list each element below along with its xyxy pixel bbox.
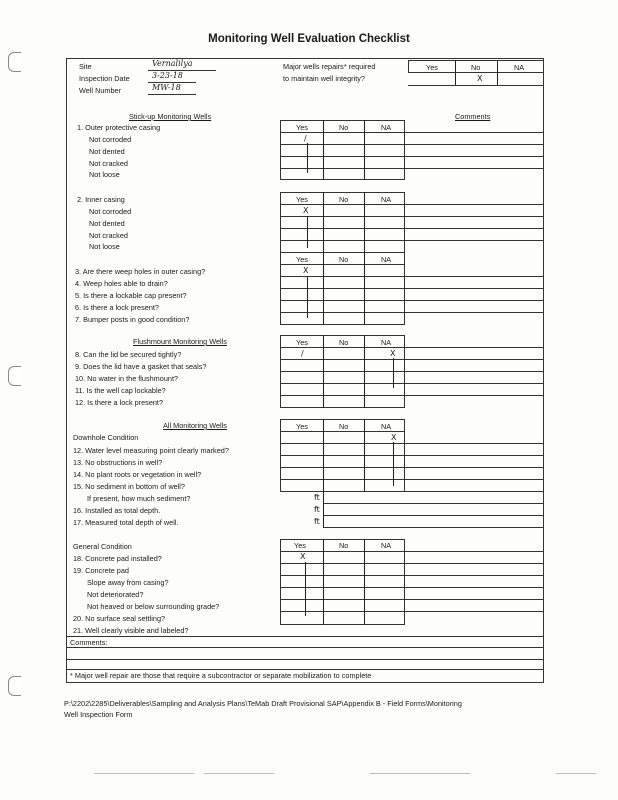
q19a: Slope away from casing? (87, 578, 169, 587)
check-arrow (305, 562, 306, 616)
q12-flush: 12. Is there a lock present? (75, 398, 164, 407)
q1b: Not dented (89, 147, 125, 156)
q21: 21. Well clearly visible and labeled? (73, 626, 189, 635)
punch-hole (8, 366, 21, 386)
check-arrow (307, 216, 308, 248)
col-na-header: NA (381, 255, 392, 264)
punch-hole (8, 676, 21, 696)
file-path-line1: P:\2202\2285\Deliverables\Sampling and Analysis Plans\TeMab Draft Provisional SAP\Appendix B - Field Forms\Monitoring (64, 699, 462, 708)
inspection-date-label: Inspection Date (79, 74, 130, 83)
col-no-header: No (339, 422, 349, 431)
q4: 4. Weep holes able to drain? (75, 279, 168, 288)
q20: 20. No surface seal settling? (73, 614, 166, 623)
check-arrow (393, 358, 394, 388)
q19c: Not heaved or below surrounding grade? (87, 602, 220, 611)
col-yes-header: Yes (296, 123, 308, 132)
q1a: Not corroded (89, 135, 132, 144)
comments-heading: Comments (455, 112, 491, 121)
unit-ft: ft (314, 517, 320, 526)
repair-question-line1: Major wells repairs* required (283, 62, 376, 71)
col-no-header: No (339, 338, 349, 347)
unit-ft: ft (314, 505, 320, 514)
check-arrow (307, 276, 308, 318)
footnote: * Major well repair are those that require a subcontractor or separate mobilization to complete (70, 671, 372, 680)
q12-all: 12. Water level measuring point clearly marked? (73, 446, 229, 455)
col-yes-header: Yes (296, 255, 308, 264)
q5: 5. Is there a lockable cap present? (75, 291, 187, 300)
q16: 16. Installed as total depth. (73, 506, 161, 515)
q19: 19. Concrete pad (73, 566, 129, 575)
repair-no-mark: X (477, 74, 483, 83)
q1d: Not loose (89, 170, 120, 179)
check-mark: X (300, 552, 306, 561)
downhole-heading: Downhole Condition (73, 433, 139, 442)
repair-question-line2: to maintain well integrity? (283, 74, 365, 83)
q11: 11. Is the well cap lockable? (75, 386, 166, 395)
repair-yes-header: Yes (426, 63, 438, 72)
unit-ft: ft (314, 493, 320, 502)
page-title: Monitoring Well Evaluation Checklist (208, 33, 410, 45)
col-na-header: NA (381, 338, 392, 347)
col-na-header: NA (381, 195, 392, 204)
scan-artifact (94, 773, 194, 774)
col-no-header: No (339, 195, 349, 204)
q1c: Not cracked (89, 159, 128, 168)
stickup-heading: Stick-up Monitoring Wells (129, 112, 212, 121)
col-no-header: No (339, 255, 349, 264)
col-na-header: NA (381, 123, 392, 132)
q13: 13. No obstructions in well? (73, 458, 163, 467)
q2a: Not corroded (89, 207, 132, 216)
col-no-header: No (339, 123, 349, 132)
file-path-line2: Well Inspection Form (64, 710, 133, 719)
q19b: Not deteriorated? (87, 590, 144, 599)
punch-hole (8, 52, 21, 72)
q9: 9. Does the lid have a gasket that seals? (75, 362, 207, 371)
q2-inner-casing: 2. Inner casing (77, 195, 125, 204)
col-yes-header: Yes (294, 541, 306, 550)
col-na-header: NA (381, 541, 392, 550)
scan-artifact (556, 773, 596, 774)
q3: 3. Are there weep holes in outer casing? (75, 267, 206, 276)
col-yes-header: Yes (296, 338, 308, 347)
comments-label: Comments: (70, 638, 108, 647)
col-yes-header: Yes (296, 195, 308, 204)
col-yes-header: Yes (296, 422, 308, 431)
q15: 15. No sediment in bottom of well? (73, 482, 185, 491)
check-mark: X (303, 206, 309, 215)
q14: 14. No plant roots or vegetation in well? (73, 470, 202, 479)
check-arrow (307, 143, 308, 173)
check-mark: / (304, 134, 307, 143)
scan-artifact (370, 773, 470, 774)
repair-na-header: NA (514, 63, 525, 72)
site-value: Vernalilya (152, 59, 193, 68)
q1-outer-casing: 1. Outer protective casing (77, 123, 161, 132)
col-no-header: No (339, 541, 349, 550)
q2c: Not cracked (89, 231, 128, 240)
repair-no-header: No (471, 63, 481, 72)
q8: 8. Can the lid be secured tightly? (75, 350, 182, 359)
well-number-value: MW-18 (152, 83, 181, 92)
check-mark: X (391, 433, 397, 442)
q2d: Not loose (89, 242, 120, 251)
check-mark: X (390, 349, 396, 358)
check-arrow (393, 442, 394, 486)
q10: 10. No water in the flushmount? (75, 374, 179, 383)
q6: 6. Is there a lock present? (75, 303, 159, 312)
q18: 18. Concrete pad installed? (73, 554, 162, 563)
file-path-footer (64, 698, 544, 720)
flushmount-heading: Flushmount Monitoring Wells (133, 337, 227, 346)
all-wells-heading: All Monitoring Wells (163, 421, 227, 430)
well-number-label: Well Number (79, 86, 122, 95)
site-label: Site (79, 62, 92, 71)
scan-artifact (204, 773, 274, 774)
q7: 7. Bumper posts in good condition? (75, 315, 190, 324)
q2b: Not dented (89, 219, 125, 228)
check-mark: X (303, 266, 309, 275)
q15a: If present, how much sediment? (87, 494, 191, 503)
inspection-date-value: 3-23-18 (152, 71, 183, 80)
general-heading: General Condition (73, 542, 132, 551)
col-na-header: NA (381, 422, 392, 431)
check-mark: / (301, 349, 304, 358)
q17: 17. Measured total depth of well. (73, 518, 179, 527)
